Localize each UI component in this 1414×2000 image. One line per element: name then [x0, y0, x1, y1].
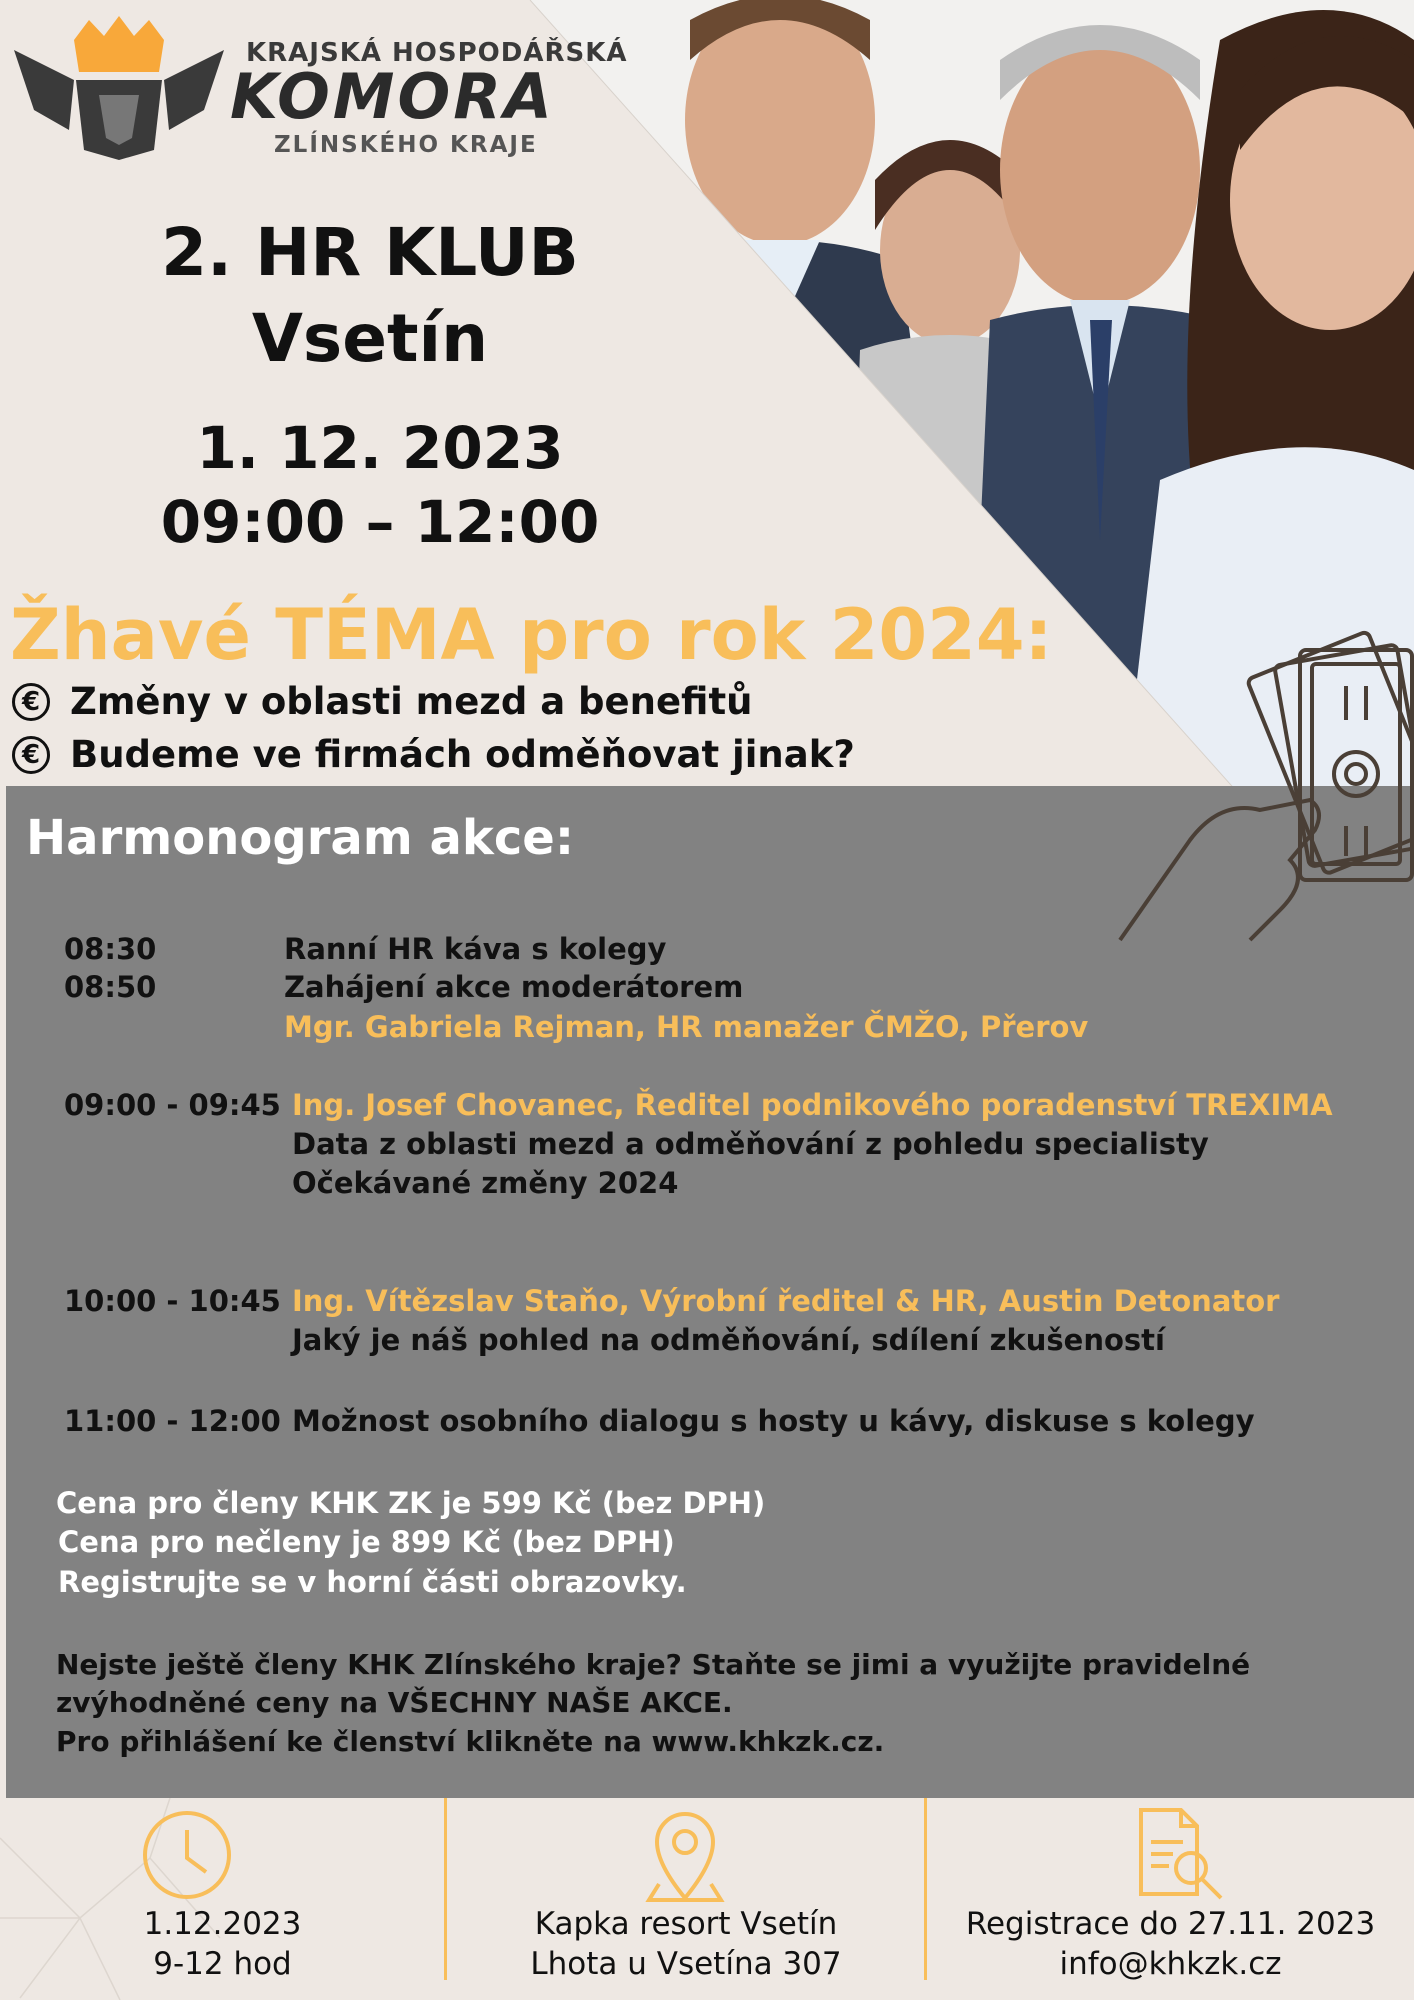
- footer-email[interactable]: info@khkzk.cz: [1059, 1946, 1282, 1982]
- schedule-item: Data z oblasti mezd a odměňování z pohledu specialisty: [292, 1127, 1209, 1161]
- schedule-item: Ranní HR káva s kolegy: [284, 932, 667, 966]
- logo-line-1: KRAJSKÁ HOSPODÁŘSKÁ: [246, 38, 628, 68]
- schedule-item: Zahájení akce moderátorem: [284, 970, 744, 1004]
- membership-line: zvýhodněné ceny na VŠECHNY NAŠE AKCE.: [56, 1686, 733, 1719]
- footer-hours: 9-12 hod: [153, 1946, 292, 1982]
- euro-icon: €: [12, 736, 50, 774]
- schedule-speaker: Ing. Vítězslav Staňo, Výrobní ředitel & HR, Austin Detonator: [292, 1284, 1280, 1318]
- schedule-time: 10:00 - 10:45: [64, 1284, 281, 1318]
- topic-bullet: [12, 680, 753, 723]
- money-hand-icon: [1110, 630, 1414, 950]
- membership-link-line[interactable]: Pro přihlášení ke členství klikněte na www.khkzk.cz.: [56, 1725, 885, 1758]
- logo: [14, 10, 628, 160]
- schedule-time: 08:50: [64, 970, 157, 1004]
- topic-heading: Žhavé TÉMA pro rok 2024:: [10, 594, 1053, 676]
- footer-when: [0, 1798, 445, 2000]
- footer-deadline: Registrace do 27.11. 2023: [965, 1906, 1376, 1942]
- logo-line-3: ZLÍNSKÉHO KRAJE: [274, 132, 538, 158]
- euro-icon: €: [12, 683, 50, 721]
- clock-icon: [140, 1808, 234, 1902]
- crown-icon: [14, 10, 224, 160]
- register-note: Registrujte se v horní části obrazovky.: [58, 1565, 687, 1599]
- topic-bullet-text: Změny v oblasti mezd a benefitů: [70, 680, 753, 723]
- location-pin-icon: [645, 1804, 725, 1904]
- schedule-speaker: Mgr. Gabriela Rejman, HR manažer ČMŽO, Přerov: [284, 1010, 1089, 1044]
- price-line: Cena pro nečleny je 899 Kč (bez DPH): [58, 1525, 675, 1559]
- event-date: 1. 12. 2023: [196, 414, 564, 482]
- document-search-icon: [1133, 1806, 1227, 1902]
- footer: [0, 1798, 1414, 2000]
- footer-address: Lhota u Vsetína 307: [530, 1946, 842, 1982]
- schedule-title: Harmonogram akce:: [26, 810, 575, 866]
- schedule-time: 08:30: [64, 932, 157, 966]
- topic-bullet-text: Budeme ve firmách odměňovat jinak?: [70, 733, 855, 776]
- footer-registration: [927, 1798, 1414, 2000]
- footer-date: 1.12.2023: [143, 1906, 302, 1942]
- footer-venue: Kapka resort Vsetín: [534, 1906, 838, 1942]
- membership-line: Nejste ještě členy KHK Zlínského kraje? Staňte se jimi a využijte pravidelné: [56, 1648, 1251, 1681]
- event-city: Vsetín: [251, 300, 489, 377]
- price-line: Cena pro členy KHK ZK je 599 Kč (bez DPH): [56, 1486, 766, 1520]
- schedule-time: 09:00 - 09:45: [64, 1088, 281, 1122]
- logo-line-2: KOMORA: [230, 60, 555, 133]
- schedule-speaker: Ing. Josef Chovanec, Ředitel podnikového poradenství TREXIMA: [292, 1088, 1333, 1122]
- schedule-item: Jaký je náš pohled na odměňování, sdílení zkušeností: [292, 1323, 1165, 1357]
- event-time: 09:00 – 12:00: [160, 488, 600, 556]
- schedule-item: Možnost osobního dialogu s hosty u kávy, diskuse s kolegy: [292, 1404, 1255, 1438]
- schedule-item: Očekávané změny 2024: [292, 1166, 679, 1200]
- event-title: 2. HR KLUB: [161, 214, 579, 291]
- schedule-time: 11:00 - 12:00: [64, 1404, 281, 1438]
- topic-bullet: [12, 733, 855, 776]
- footer-where: [447, 1798, 925, 2000]
